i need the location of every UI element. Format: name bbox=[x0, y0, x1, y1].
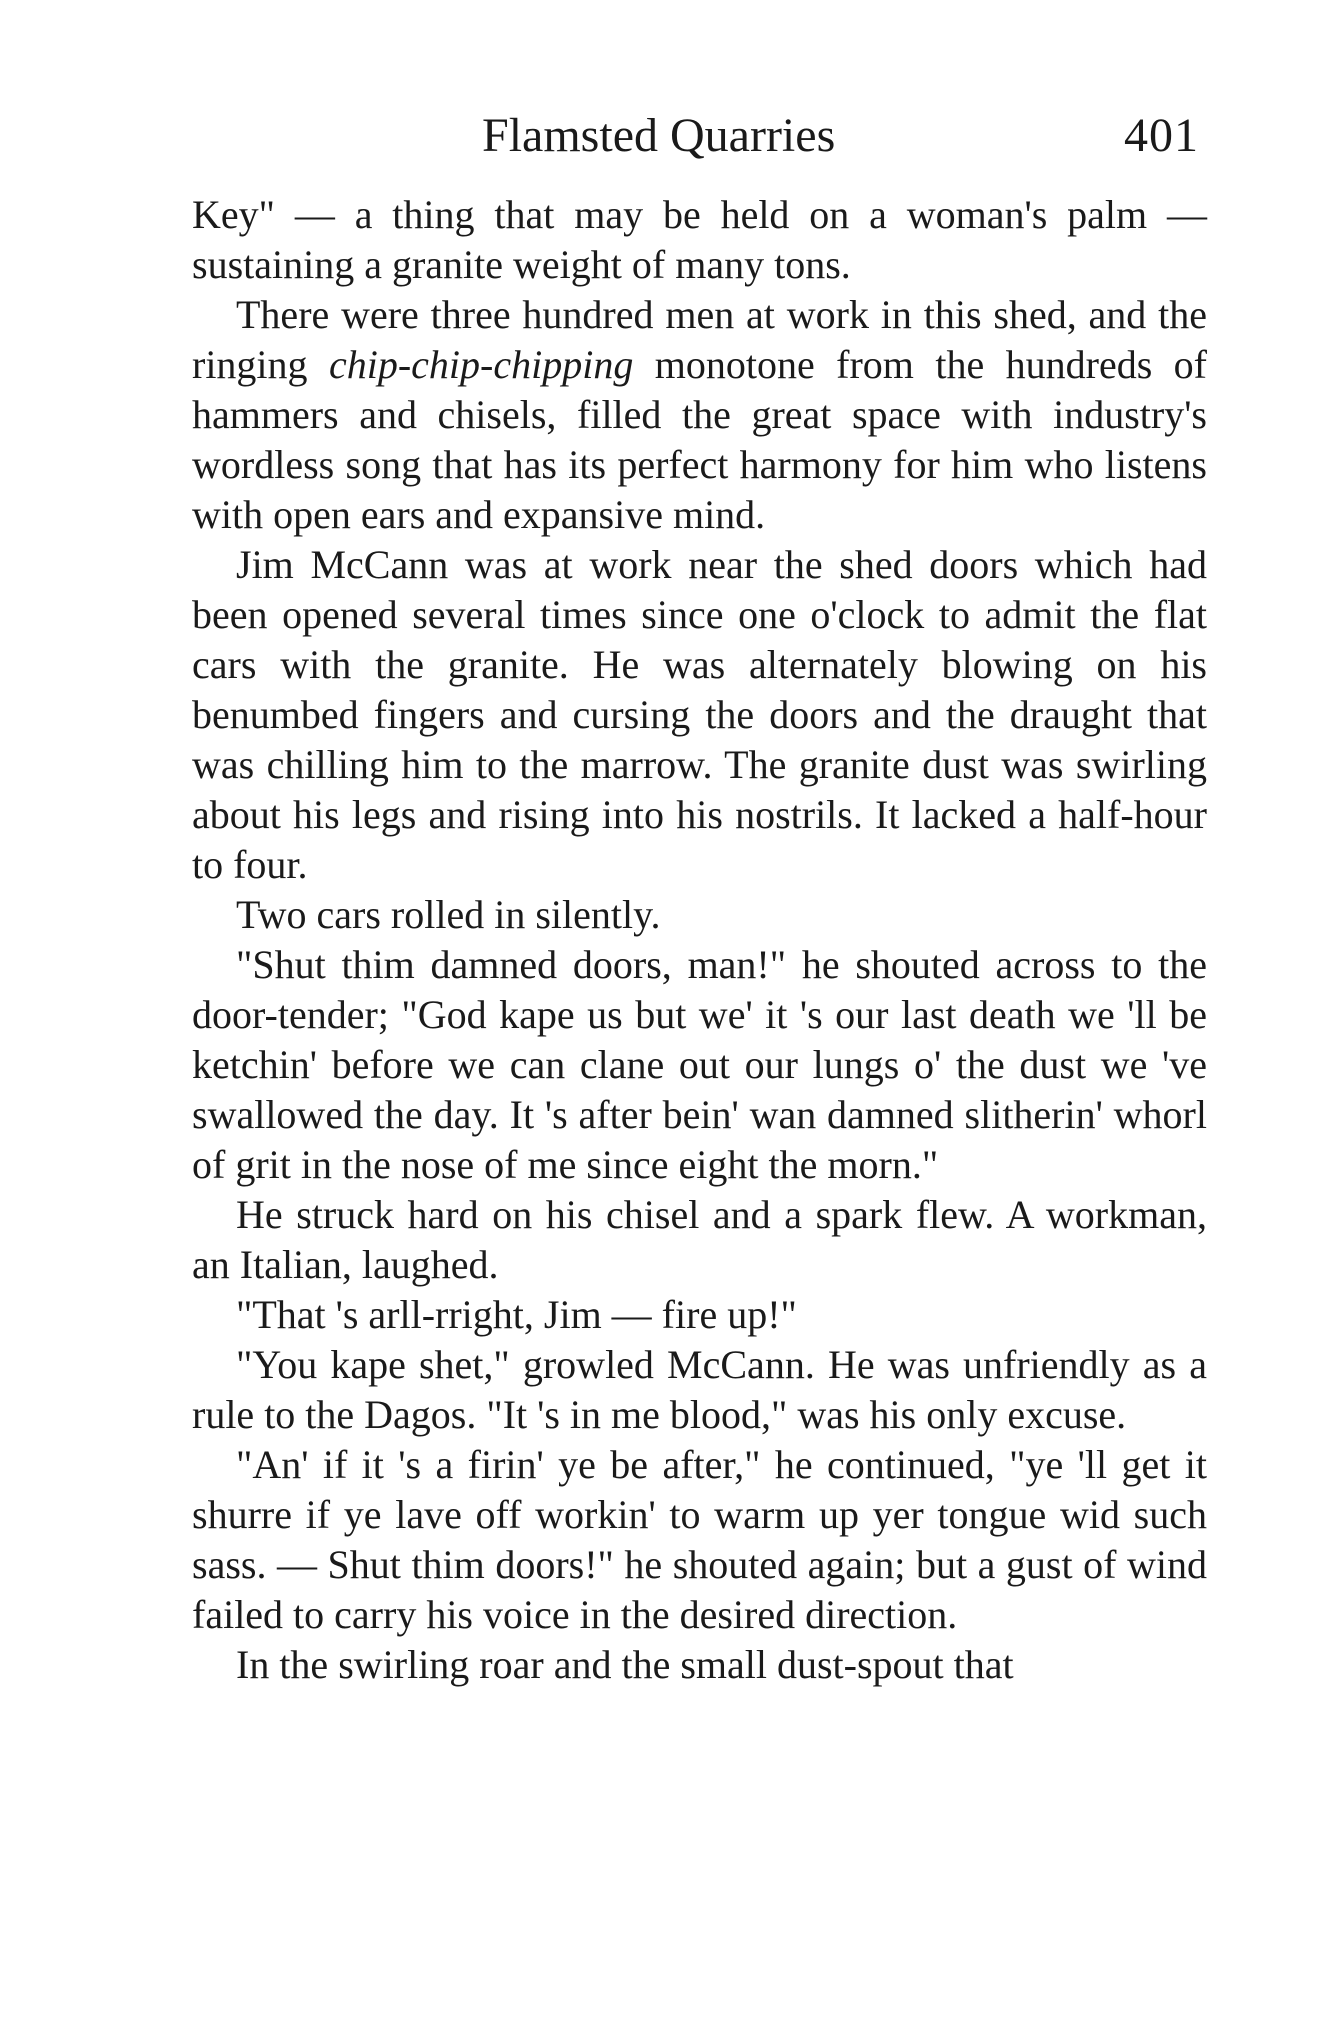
paragraph-two-cars: Two cars rolled in silently. bbox=[236, 892, 661, 937]
paragraph-shed-start: There were three hundred men at work in this shed, and the ringing bbox=[192, 292, 1207, 387]
italic-phrase: chip-chip-chipping bbox=[328, 342, 634, 387]
book-page bbox=[192, 96, 1207, 1690]
paragraph-continuation: Key" — a thing that may be held on a woman's palm — sustaining a granite weight of many tons. bbox=[192, 192, 1207, 287]
paragraph-italian-reply: "That 's arll-rright, Jim — fire up!" bbox=[236, 1292, 797, 1337]
paragraph-kape-shet: "You kape shet," growled McCann. He was unfriendly as a rule to the Dagos. "It 's in me blood," was his only excuse. bbox=[192, 1342, 1207, 1437]
paragraph-mccann: Jim McCann was at work near the shed doors which had been opened several times since one o'clock to admit the flat cars with the granite. He was alternately blowing on his benumbed fingers and cursing the doors and the draught that was chilling him to the marrow. The granite dust was swirling about his legs and rising into his nostrils. It lacked a half-hour to four. bbox=[192, 542, 1207, 887]
paragraph-shed-end: monotone from the hundreds of hammers and chisels, filled the great space with industry's wordless song that has its perfect harmony for him who listens with open ears and expansive mind. bbox=[192, 342, 1207, 537]
running-title: Flamsted Quarries bbox=[482, 109, 836, 162]
paragraph-shed bbox=[192, 290, 1207, 540]
paragraph-shut-doors: "Shut thim damned doors, man!" he shouted across to the door-tender; "God kape us but we' it 's our last death we 'll be ketchin' before we can clane out our lungs o' the dust we 've swallowed the day. It 's after bein' wan damned slitherin' whorl of grit in the nose of me since eight the morn." bbox=[192, 942, 1207, 1187]
body-text bbox=[192, 190, 1207, 1690]
paragraph-firin: "An' if it 's a firin' ye be after," he continued, "ye 'll get it shurre if ye lave off workin' to warm up yer tongue wid such sass. — Shut thim doors!" he shouted again; but a gust of wind failed to carry his voice in the desired direction. bbox=[192, 1442, 1207, 1637]
paragraph-spark: He struck hard on his chisel and a spark flew. A workman, an Italian, laughed. bbox=[192, 1192, 1207, 1287]
paragraph-swirling-roar: In the swirling roar and the small dust-spout that bbox=[236, 1642, 1014, 1687]
page-number: 401 bbox=[1124, 109, 1199, 162]
running-header bbox=[192, 96, 1207, 176]
